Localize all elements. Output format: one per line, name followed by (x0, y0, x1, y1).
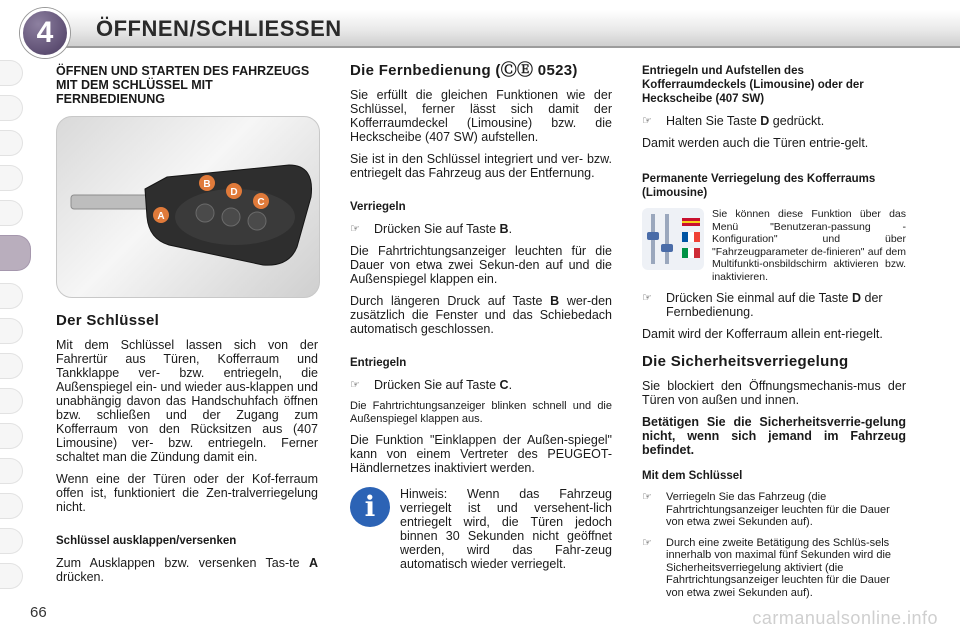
chapter-tab[interactable] (0, 458, 23, 484)
chapter-tab[interactable] (0, 283, 23, 309)
key-label-c: C (257, 197, 265, 208)
bullet-text (666, 114, 824, 128)
section-heading-remote (350, 64, 612, 78)
chapter-tab[interactable] (0, 95, 23, 121)
chapter-tab[interactable] (0, 200, 23, 226)
chapter-tab[interactable] (0, 563, 23, 589)
ce-mark-icon: ⒸⒺ (500, 62, 534, 79)
key-label-b: B (203, 179, 211, 190)
section-heading-deadlock: Die Sicherheitsverriegelung (642, 353, 849, 370)
chapter-tab[interactable] (0, 493, 23, 519)
text-run: . (508, 222, 513, 236)
text-run: gedrückt. (769, 114, 825, 128)
paragraph: Die Funktion "Einklappen der Außen-spiegel" kann von einem Vertreter des PEUGEOT-Händlernetzes inaktiviert werden. (350, 433, 612, 475)
bullet-item (642, 114, 906, 128)
text-run: . (508, 378, 513, 392)
key-letter: D (851, 291, 862, 305)
chapter-tab[interactable] (0, 130, 23, 156)
watermark: carmanualsonline.info (752, 608, 938, 628)
column-2 (350, 64, 612, 579)
chapter-tab-active[interactable] (0, 235, 31, 271)
settings-sliders-icon (642, 208, 704, 270)
section-heading-open-start: ÖFFNEN UND STARTEN DES FAHRZEUGS MIT DEM SCHLÜSSEL MIT FERNBEDIENUNG (56, 64, 310, 106)
chapter-badge: 4 (20, 8, 70, 58)
chapter-tab[interactable] (0, 318, 23, 344)
key-letter: D (760, 114, 770, 128)
chapter-tab[interactable] (0, 165, 23, 191)
paragraph (350, 294, 612, 336)
chapter-tab[interactable] (0, 388, 23, 414)
warning-paragraph: Betätigen Sie die Sicherheitsverrie-gelung nicht, wenn sich jemand im Fahrzeug befindet. (642, 415, 906, 457)
hand-pointer-icon: ☞ (642, 292, 652, 304)
key-label-d: D (230, 187, 238, 198)
text-run: Durch längeren Druck auf Taste (350, 294, 551, 308)
hand-pointer-icon: ☞ (350, 379, 360, 391)
header-divider (48, 46, 960, 48)
text-run: der Fernbedienung. (666, 291, 883, 319)
column-3 (642, 64, 906, 607)
chapter-tab[interactable] (0, 60, 23, 86)
paragraph: Damit wird der Kofferraum allein ent-riegelt. (642, 327, 883, 341)
info-note-text: Hinweis: Wenn das Fahrzeug verriegelt ist und versehent-lich entriegelt wird, die Türen jedoch binnen 30 Sekunden nicht geöffnet werden, wird das Fahr-zeug automatisch wieder verriegelt. (400, 487, 612, 571)
key-letter: B (499, 222, 509, 236)
paragraph: Die Fahrtrichtungsanzeiger leuchten für die Dauer von etwa zwei Sekun-den auf und die Außenspiegel klappen ein. (350, 244, 612, 286)
chapter-tab[interactable] (0, 353, 23, 379)
text-run: Drücken Sie auf Taste (374, 378, 500, 392)
key-fob-illustration (56, 116, 320, 298)
text-run: Drücken Sie einmal auf die Taste (666, 291, 852, 305)
info-icon: i (350, 487, 390, 527)
subheading-trunk-unlock: Entriegeln und Aufstellen des Kofferraumdeckels (Limousine) oder der Heckscheibe (407 SW) (642, 65, 864, 105)
bullet-item (350, 378, 612, 392)
subheading-fold-key: Schlüssel ausklappen/versenken (56, 535, 237, 547)
subheading-permanent-lock: Permanente Verriegelung des Kofferraums (Limousine) (642, 173, 876, 199)
text-run: Zum Ausklappen bzw. versenken Tas-te (56, 556, 309, 570)
subheading-unlock: Entriegeln (350, 357, 407, 369)
column-1 (56, 64, 318, 592)
paragraph: Sie erfüllt die gleichen Funktionen wie der Schlüssel, ferner lässt sich damit der Kofferraumdeckel (Limousine) bzw. die Heckscheibe (407 SW) aufstellen. (350, 88, 612, 144)
paragraph: Mit dem Schlüssel lassen sich von der Fahrertür aus Türen, Kofferraum und Tankklappe ver- bzw. entriegeln, die Außenspiegel ein- und wieder aus-klappen und unabhängig davon das Handschuhfach öffnen bzw. schließen und der Zugang zum Kofferraum von den Rücksitzen aus (407 Limousine) ver- bzw. entriegeln. Ferner schaltet man die Zündung damit ein. (56, 338, 318, 464)
chapter-tab[interactable] (0, 423, 23, 449)
permanent-lock-block (642, 208, 906, 283)
text-run: drücken. (56, 570, 104, 584)
text-run: Halten Sie Taste (666, 114, 761, 128)
paragraph: Sie blockiert den Öffnungsmechanis-mus der Türen von außen und innen. (642, 379, 906, 407)
subheading-lock: Verriegeln (350, 201, 406, 213)
bullet-text: Verriegeln Sie das Fahrzeug (die Fahrtrichtungsanzeiger leuchten für die Dauer von etwa zwei Sekunden auf). (666, 491, 890, 528)
paragraph: Sie ist in den Schlüssel integriert und ver- bzw. entriegelt das Fahrzeug aus der Entfernung. (350, 152, 612, 180)
bullet-text (374, 378, 512, 392)
info-note (350, 487, 612, 579)
hand-pointer-icon: ☞ (642, 536, 652, 549)
bullet-text (666, 291, 906, 319)
chapter-tabs (0, 60, 30, 598)
section-heading-key: Der Schlüssel (56, 312, 160, 329)
key-letter: A (308, 556, 318, 570)
key-fob-icon (57, 117, 319, 297)
subheading-with-key: Mit dem Schlüssel (642, 470, 743, 482)
paragraph: Damit werden auch die Türen entrie-gelt. (642, 136, 869, 150)
permanent-lock-text: Sie können diese Funktion über das Menü "Benutzeran-passung - Konfiguration" und über "Fahrzeugparameter de-finieren" auf dem Multifunkti-onsbildschirm aktivieren bzw. inaktivieren. (712, 208, 906, 283)
hand-pointer-icon: ☞ (642, 491, 652, 503)
page-number: 66 (30, 604, 47, 621)
bullet-text (374, 222, 512, 236)
hand-pointer-icon: ☞ (350, 223, 360, 235)
text-run: wer-den zusätzlich die Fenster und das Schiebedach automatisch geschlossen. (350, 294, 612, 336)
hand-pointer-icon: ☞ (642, 115, 652, 127)
bullet-item (642, 291, 906, 319)
paragraph-small: Die Fahrtrichtungsanzeiger blinken schnell und die Außenspiegel klappen aus. (350, 400, 612, 425)
text-run: 0523) (533, 62, 578, 79)
paragraph: Wenn eine der Türen oder der Kof-ferraum offen ist, funktioniert die Zen-tralverriegelung nicht. (56, 472, 318, 514)
bullet-item (642, 491, 906, 529)
page-title: ÖFFNEN/SCHLIESSEN (96, 16, 342, 41)
key-label-a: A (157, 211, 165, 222)
key-letter: C (499, 378, 509, 392)
chapter-tab[interactable] (0, 528, 23, 554)
text-run: Drücken Sie auf Taste (374, 222, 500, 236)
paragraph (56, 556, 318, 584)
bullet-text: Durch eine zweite Betätigung des Schlüs-sels innerhalb von maximal fünf Sekunden wird die Sicherheitsverriegelung aktiviert (die Fahrtrichtungsanzeiger leuchten für die Dauer von etwa zwei Sekunden auf). (666, 536, 892, 599)
bullet-item (642, 537, 906, 600)
bullet-item (350, 222, 612, 236)
text-run: Die Fernbedienung ( (350, 62, 501, 79)
key-letter: B (550, 294, 560, 308)
